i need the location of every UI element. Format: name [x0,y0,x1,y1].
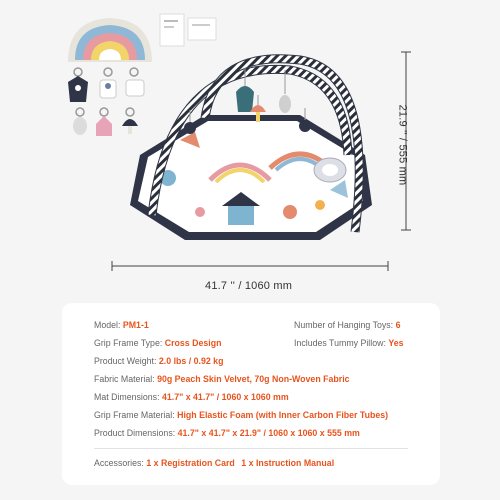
spec-hanging-toys [294,320,400,330]
spec-value: High Elastic Foam (with Inner Carbon Fiber Tubes) [177,410,389,420]
spec-card [62,303,440,485]
rainbow-pillow [68,18,152,62]
spec-label: Number of Hanging Toys: [294,320,394,330]
spec-label: Mat Dimensions: [94,392,160,402]
spec-mat-dimensions [94,392,289,402]
spec-label: Fabric Material: [94,374,155,384]
spec-model [94,320,149,330]
spec-value: 1 x Registration Card [146,458,235,468]
spec-tummy-pillow [294,338,404,348]
height-dimension [390,60,414,230]
spec-fabric-material [94,374,350,384]
spec-value: 90g Peach Skin Velvet, 70g Non-Woven Fabric [157,374,350,384]
spec-value: Yes [388,338,404,348]
spec-product-dimensions [94,428,360,438]
spec-label: Includes Tummy Pillow: [294,338,386,348]
width-label: 41.7 '' / 1060 mm [205,280,293,292]
spec-label: Grip Frame Material: [94,410,175,420]
spec-grip-frame-material [94,410,388,420]
height-label: 21.9 '' / 555 mm [396,104,408,186]
spec-label: Product Dimensions: [94,428,176,438]
spec-accessories [94,458,334,468]
spec-value: PM1-1 [122,320,149,330]
spec-value: 6 [395,320,401,330]
spec-value: 1 x Instruction Manual [241,458,335,468]
spec-label: Accessories: [94,458,144,468]
spec-value: 2.0 lbs / 0.92 kg [158,356,224,366]
spec-divider [94,448,408,449]
spec-label: Product Weight: [94,356,157,366]
spec-label: Grip Frame Type: [94,338,163,348]
spec-value: 41.7" x 41.7" / 1060 x 1060 mm [161,392,289,402]
play-mat [130,115,372,240]
spec-label: Model: [94,320,121,330]
spec-grip-frame-type [94,338,221,348]
spec-product-weight [94,356,223,366]
registration-card [188,18,216,40]
spec-value: 41.7" x 41.7" x 21.9" / 1060 x 1060 x 555 mm [177,428,360,438]
instruction-manual [160,14,184,46]
spec-value: Cross Design [164,338,222,348]
hanging-toys [68,68,144,136]
width-dimension-line [112,261,388,271]
